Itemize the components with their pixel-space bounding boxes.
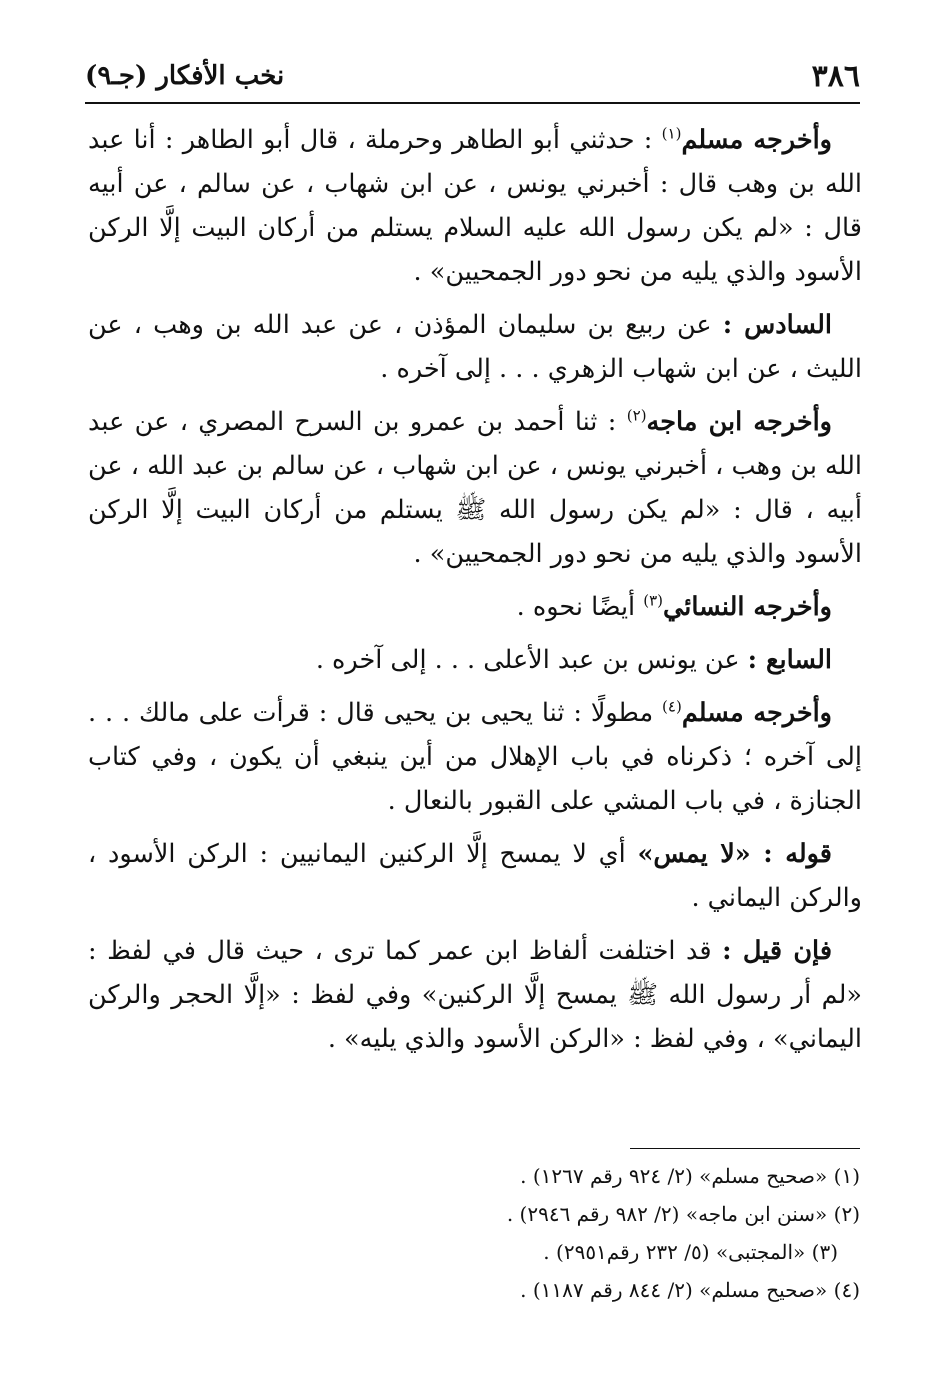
paragraph-lead: وأخرجه مسلم — [681, 698, 832, 728]
footnote: (٤) «صحيح مسلم» (٢/ ٨٤٤ رقم ١١٨٧) . — [520, 1278, 860, 1302]
paragraph-text: عن ربيع بن سليمان المؤذن ، عن عبد الله بن وهب ، عن الليث ، عن ابن شهاب الزهري . . . إلى آخره . — [88, 310, 862, 384]
paragraph-text: أي لا يمسح إلَّا الركنين اليمانيين : الركن الأسود ، والركن اليماني . — [88, 839, 862, 913]
footnotes — [88, 1158, 860, 1310]
paragraph — [88, 691, 862, 823]
paragraph-lead: وأخرجه النسائي — [663, 592, 832, 622]
footnote-marker: (١) — [661, 124, 682, 143]
running-title: نخب الأفكار (جـ٩) — [85, 61, 285, 91]
footnote: (١) «صحيح مسلم» (٢/ ٩٢٤ رقم ١٢٦٧) . — [520, 1164, 860, 1188]
paragraph-text: : ثنا أحمد بن عمرو بن السرح المصري ، عن عبد الله بن وهب ، أخبرني يونس ، عن ابن شهاب ، عن سالم بن عبد الله ، عن أبيه ، قال : «لم يكن رسول الله ﷺ يستلم من أركان البيت إلَّا الركن الأسود والذي يليه من نحو دور الجمحيين» . — [88, 407, 862, 569]
paragraph — [88, 400, 862, 576]
footnote-marker: (٢) — [626, 406, 647, 425]
main-text — [88, 118, 862, 1070]
paragraph-text: قد اختلفت ألفاظ ابن عمر كما ترى ، حيث قال في لفظ : «لم أر رسول الله ﷺ يمسح إلَّا الركنين» وفي لفظ : «إلَّا الحجر والركن اليماني» ، وفي لفظ : «الركن الأسود والذي يليه» . — [88, 936, 862, 1054]
paragraph-lead: قوله : «لا يمس» — [637, 839, 832, 869]
paragraph-text: : حدثني أبو الطاهر وحرملة ، قال أبو الطاهر : أنا عبد الله بن وهب قال : أخبرني يونس ، عن ابن شهاب ، عن سالم ، عن أبيه قال : «لم يكن رسول الله عليه السلام يستلم من أركان البيت إلَّا الركن الأسود والذي يليه من نحو دور الجمحيين» . — [88, 125, 862, 287]
paragraph-text: عن يونس بن عبد الأعلى . . . إلى آخره . — [315, 645, 748, 675]
paragraph — [88, 585, 862, 629]
paragraph — [88, 929, 862, 1061]
page-header — [85, 50, 860, 104]
paragraph-lead: السادس : — [722, 310, 832, 340]
page-number: ٣٨٦ — [811, 58, 860, 94]
footnote-marker: (٤) — [662, 697, 682, 716]
paragraph-lead: وأخرجه مسلم — [681, 125, 832, 155]
footnote-separator — [630, 1148, 860, 1149]
paragraph-lead: السابع : — [747, 645, 832, 675]
footnote-marker: (٣) — [643, 591, 664, 610]
paragraph-lead: فإن قيل : — [722, 936, 833, 966]
paragraph — [88, 303, 862, 391]
paragraph — [88, 118, 862, 294]
paragraph — [88, 832, 862, 920]
footnote: (٢) «سنن ابن ماجه» (٢/ ٩٨٢ رقم ٢٩٤٦) . — [506, 1202, 860, 1226]
paragraph-text: مطولًا : ثنا يحيى بن يحيى قال : قرأت على مالك . . . إلى آخره ؛ ذكرناه في باب الإهلال من أين ينبغي أن يكون ، وفي كتاب الجنازة ، في باب المشي على القبور بالنعال . — [88, 698, 862, 816]
paragraph-text: أيضًا نحوه . — [516, 592, 644, 622]
paragraph-lead: وأخرجه ابن ماجه — [646, 407, 832, 437]
paragraph — [88, 638, 862, 682]
footnote: (٣) «المجتبى» (٥/ ٢٣٢ رقم٢٩٥١) . — [543, 1240, 838, 1264]
